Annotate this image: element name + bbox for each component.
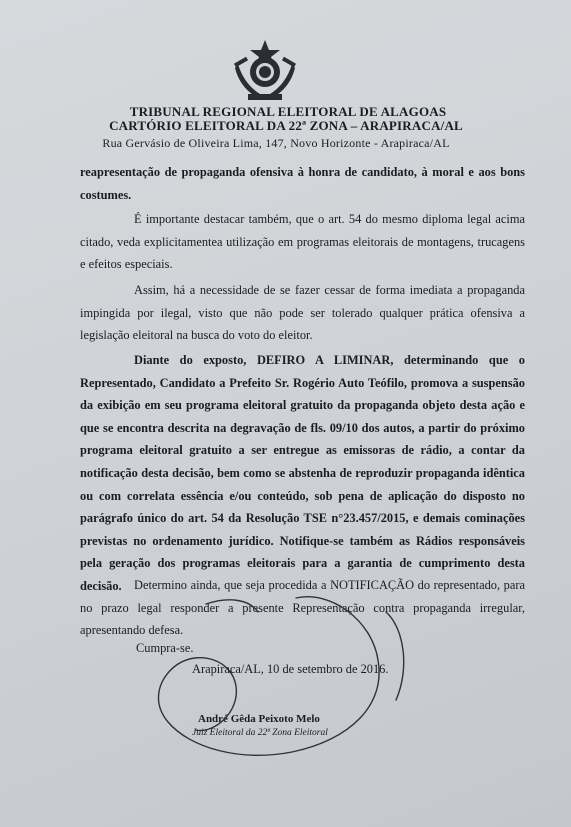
paragraph-3: Assim, há a necessidade de se fazer cessar de forma imediata a propaganda impingida por ilegal, visto que não pode ser tolerado qualquer prática ofensiva a legislação eleitoral na busca do voto do eleitor. xyxy=(80,283,525,343)
paragraph-decision: Diante do exposto, DEFIRO A LIMINAR, determinando que o Representado, Candidato a Prefeito Sr. Rogério Auto Teófilo, promova a suspensão da exibição em seu programa eleitoral gratuito da propaganda objeto desta ação e que se encontra descrita na degravação de fls. 09/10 dos autos, a partir do próximo programa eleitoral gratuito a ser entregue as emissoras de rádio, a contar da notificação desta decisão, bem como se abstenha de reproduzir propaganda idêntica ou com correlata essência e/ou conteúdo, sob pena de aplicação do disposto no parágrafo único do art. 54 da Resolução TSE n°23.457/2015, e demais cominações previstas no ordenamento jurídico. Notifique-se também as Rádios responsáveis pela geração dos programas eleitorais para a garantia de cumprimento desta decisão. xyxy=(80,353,525,593)
court-name: TRIBUNAL REGIONAL ELEITORAL DE ALAGOAS xyxy=(129,104,447,119)
office-name: CARTÓRIO ELEITORAL DA 22ª ZONA – ARAPIRACA/AL xyxy=(109,118,463,133)
paragraph-2: É importante destacar também, que o art. 54 do mesmo diploma legal acima citado, veda explicitamentea utilização em programas eleitorais de montagens, trucagens e efeitos especiais. xyxy=(80,212,525,272)
cumpra-se: Cumpra-se. xyxy=(136,641,194,655)
place-date: Arapiraca/AL, 10 de setembro de 2016. xyxy=(192,662,389,676)
paragraph-notification: Determino ainda, que seja procedida a NOTIFICAÇÃO do representado, para no prazo legal responder a presente Representação contra propaganda irregular, apresentando defesa. xyxy=(80,578,525,638)
coat-of-arms-icon xyxy=(230,38,300,102)
signer-name: André Gêda Peixoto Melo xyxy=(198,713,320,725)
signer-role: Juiz Eleitoral da 22ª Zona Eleitoral xyxy=(192,728,328,738)
office-address: Rua Gervásio de Oliveira Lima, 147, Novo Horizonte - Arapiraca/AL xyxy=(102,136,450,150)
paragraph-1: reapresentação de propaganda ofensiva à honra de candidato, à moral e aos bons costumes. xyxy=(80,165,525,202)
